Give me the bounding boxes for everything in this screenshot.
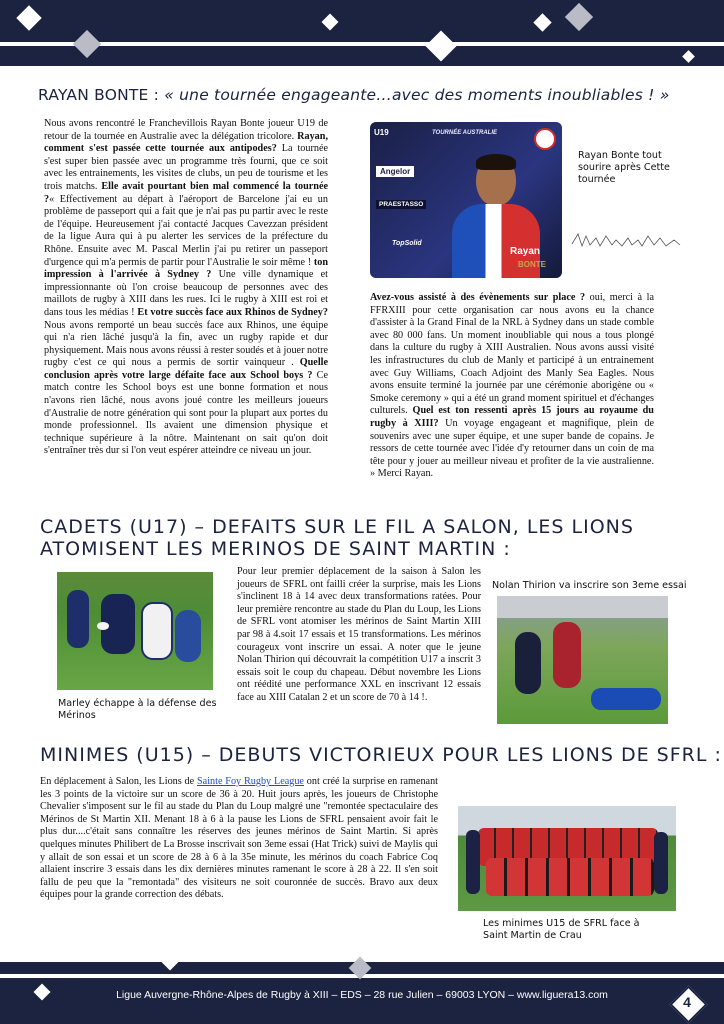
- cadets-section-title: [40, 516, 634, 560]
- interview-answer: Un voyage engageant et magnifique, plein de souvenirs avec une super équipe, et une super bande de copains. Je ressors de cette tournée avec l'idée d'y retourner dans un coin de ma tête pour y jouer au meilleur niveau et profiter de la vie australienne. » Merci Rayan.: [370, 417, 654, 480]
- interview-answer: Une ville dynamique et impressionnante où l'on croise beaucoup de personnes avec des maillots de rugby à XIII dans les rues. Ici le rugby à XIII est roi et dans tous les médias !: [44, 269, 328, 318]
- player-figure: [141, 602, 173, 660]
- interview-answer: oui, merci à la FFRXIII pour cette organisation car nous avons eu la chance d'assister à la Grand Final de la NRL à Sydney dans un stade comble avec 80 000 fans. Un moment inoubliable qui nous a tous plongé dans la culture du rugby à XIII Australien. Nous avons aussi visité les infrastructures du club de Manly et participé à un entrainement avec Guy Williams, Coach Adjoint des Manly Sea Eagles. Nous avons ensuite terminé la journée par une cérémonie aborigène ou « Smoke ceremony » qui a été un grand moment spirituel et d'échanges culturels.: [370, 292, 654, 417]
- photo-sponsor-3: TopSolid: [392, 240, 422, 247]
- photo-u19-label: U19: [374, 128, 389, 137]
- footer-band-bottom: [0, 978, 724, 1024]
- interview-question: Avez-vous assisté à des évènements sur place ?: [370, 292, 586, 303]
- page-number-badge: [670, 986, 704, 1020]
- player-figure: [175, 610, 201, 662]
- photo-tour-label: TOURNÉE AUSTRALIE: [432, 130, 498, 136]
- interview-answer: Nous avons rencontré le Franchevillois Rayan Bonte joueur U19 de retour de la tournée en Australie avec la délégation tricolore.: [44, 118, 328, 142]
- photo-player-last-name: BONTE: [518, 260, 546, 269]
- minimes-body-part-2: ont créé la surprise en ramenant les 3 points de la victoire sur un score de 36 à 20. Huit jours après, les joueurs de Christophe Chevalier s'imposent sur le fil au stade du Plan du Loup malgré une "remontée spectaculaire des Mérinos de St Martin XII. Menant 18 à 6 à la pause les Lions de SFRL pensaient avoir fait le plus dur....c'était sans connaître les réserves des jeunes mérinos de Saint Martin. Si après quelques minutes Philibert de La Brosse inscrivait son 3eme essai (Hat Trick) suivi de Maylis qui y allait de son essai et un score de 28 à 6 à la 35e minute, les mérinos du coach Fabrice Coq allaient inscrire 3 essais dans les dix dernières minutes ramenant le score à 28 à 22. Il s'en soit fallu de peu que la "remontada" des visiteurs ne soit couronnée de succès. Bravo aux deux équipes pour la grande correction des débats.: [40, 776, 439, 901]
- cadets-action-photo-right: [497, 596, 668, 724]
- photo-sponsor-2: PRAESTASSO: [376, 200, 426, 209]
- photo-player-first-name: Rayan: [510, 246, 541, 257]
- interview-question: Quel est ton ressenti après 15 jours au royaume du rugby à XIII?: [370, 405, 654, 429]
- interview-question: Et votre succès face aux Rhinos de Sydney?: [137, 306, 328, 318]
- cadets-action-photo-left: [57, 572, 213, 690]
- player-figure: [515, 632, 541, 694]
- player-figure: [553, 622, 581, 688]
- ffr13-logo-icon: [534, 128, 556, 150]
- rugby-ball-icon: [97, 622, 109, 630]
- article-title-name: RAYAN BONTE :: [38, 86, 160, 104]
- interview-column-right: [370, 292, 654, 481]
- minimes-section-title: MINIMES (U15) – DEBUTS VICTORIEUX POUR LES LIONS DE SFRL :: [40, 744, 722, 766]
- coach-figure: [466, 830, 480, 894]
- minimes-article-body: [40, 776, 438, 902]
- rayan-photo-caption: Rayan Bonte tout sourire après Cette tournée: [578, 150, 670, 185]
- interview-question: Rayan, comment s'est passée cette tournée aux antipodes?: [44, 130, 328, 155]
- cadets-left-caption: Marley échappe à la défense des Mérinos: [58, 698, 217, 721]
- minimes-body-part-1: En déplacement à Salon, les Lions de: [40, 776, 197, 787]
- rayan-bonte-photo: [370, 122, 562, 278]
- photo-sponsor-1: Angelor: [376, 166, 414, 177]
- interview-question: Quelle conclusion après votre large défaite face aux School boys ?: [44, 357, 328, 381]
- interview-column-left: [44, 118, 328, 458]
- sainte-foy-rugby-league-link[interactable]: Sainte Foy Rugby League: [197, 776, 304, 787]
- cadets-title-line-2: ATOMISENT LES MERINOS DE SAINT MARTIN :: [40, 538, 511, 560]
- article-title: [38, 86, 698, 104]
- header-band-bottom: [0, 46, 724, 66]
- interview-answer: Ce match contre les School boys est une bonne formation et nous n'avons rien lâché, nous avons joué contre les meilleurs joueurs d'Australie de notre génération qui sont pour la plupart aux portes du monde professionnel. Ils avaient une dimension physique et technique supérieure à la nôtre. Maintenant on sait qu'on doit s'entraîner très dur si l'on veut espérer atteindre ce niveau un jour.: [44, 369, 328, 457]
- header-band-top: [0, 0, 724, 42]
- cadets-right-caption: Nolan Thirion va inscrire son 3eme essai: [492, 580, 687, 591]
- team-row-front: [486, 858, 654, 896]
- cadets-title-line-1: CADETS (U17) – DEFAITS SUR LE FIL A SALON, LES LIONS: [40, 516, 634, 538]
- stand-stripe: [497, 596, 668, 618]
- interview-answer: La tournée s'est super bien passée avec un programme très fourni, que ce soit avec les entrainements, les visites de clubs, un peu de tourisme et les trois matchs.: [44, 143, 328, 192]
- interview-answer: « Effectivement au départ à l'aéroport de Barcelone j'ai eu un problème de passeport qui a fait que je n'ai pas pu partir avec le reste de l'équipe. Heureusement j'ai contacté Jacques Cavezzan président de la ligue Aura qui à pu alerter les services de la préfecture du Rhône. Ensuite avec M. Pascal Merlin j'ai pu retirer un passeport d'urgence qui m'a permis de partir pour l'Australie le soir même !: [44, 193, 328, 268]
- footer-address: Ligue Auvergne-Rhône-Alpes de Rugby à XIII – EDS – 28 rue Julien – 69003 LYON – www.liguera13.com: [116, 989, 608, 1001]
- player-hair: [476, 154, 516, 170]
- interview-question: Elle avait pourtant bien mal commencé la tournée ?: [44, 180, 328, 205]
- cadets-article-body: Pour leur premier déplacement de la saison à Salon les joueurs de SFRL ont failli créer la surprise, mais les Lions s'inclinent 18 à 14 avec deux transformations ratées. Pour leur première rencontre au stade du Plan du Loup, les Lions de SFRL vont atomiser les mérinos de Saint Martin XIII par 98 à 4.soit 17 essais et 15 transformations. Les mérinos courageux vont inscrire un essai. A noter que le jeune Nolan Thirion qui découvrait la compétition U17 a inscrit 3 essais soit le coup du chapeau. Début novembre les Lions ont réédité une performance XXL en inscrivant 12 essais face au XIII Catalan 2 et un score de 70 à 14 !.: [237, 566, 481, 703]
- player-figure: [591, 688, 661, 710]
- minimes-team-photo: [458, 806, 676, 911]
- article-title-quote: « une tournée engageante…avec des moments inoubliables ! »: [164, 86, 670, 104]
- interview-question: ton impression à l'arrivée à Sydney ?: [44, 256, 328, 281]
- page-number: 4: [683, 994, 691, 1010]
- interview-answer: Nous avons remporté un beau succès face aux Rhinos, une équipe qui n'a rien lâché jusqu'à la fin, avec un rugby rapide et dur physiquement. Mais nous avons réussi à rester soudés et à jouer notre rugby c'est ce qui nous a permis de sortir vainqueur .: [44, 319, 328, 369]
- minimes-photo-caption: Les minimes U15 de SFRL face à Saint Martin de Crau: [483, 918, 640, 941]
- decor-diamond-icon: [349, 957, 372, 980]
- player-figure: [67, 590, 89, 648]
- signature-scribble-icon: [570, 228, 682, 252]
- coach-figure: [654, 832, 668, 894]
